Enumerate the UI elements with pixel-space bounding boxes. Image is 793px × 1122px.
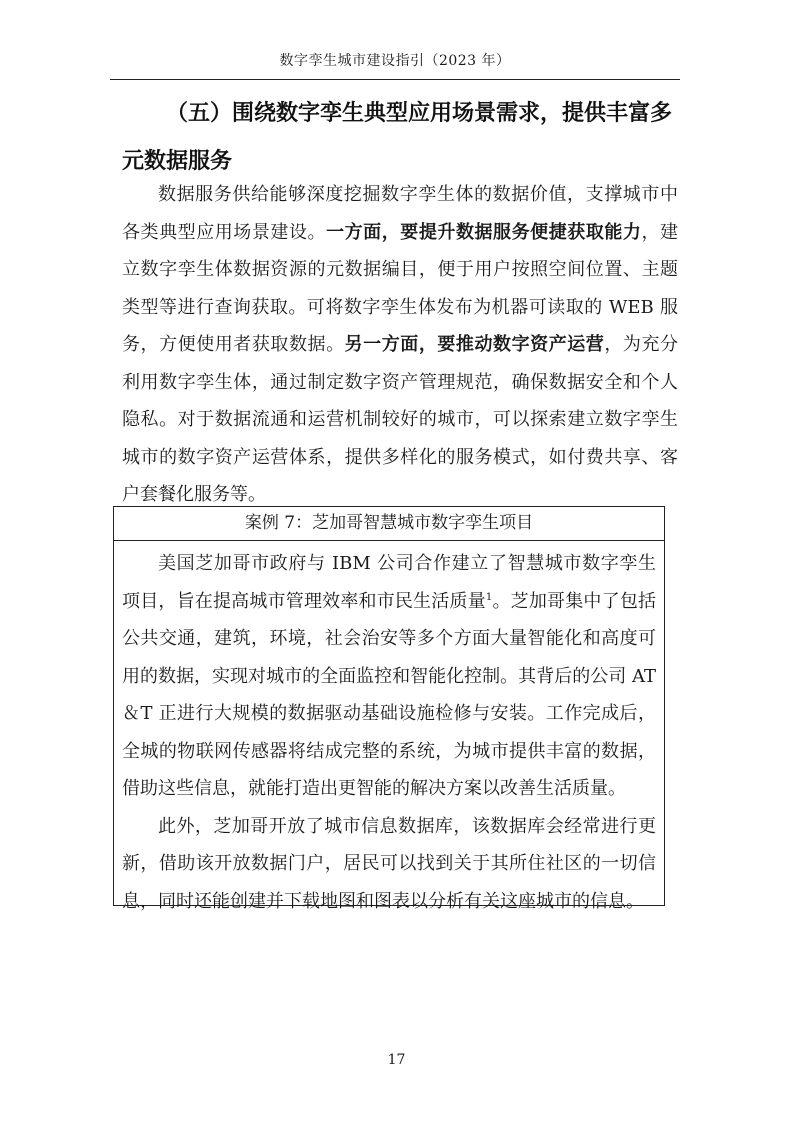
case-text: 美国芝加哥市政府与 IBM 公司合作建立了智慧城市数字孪生项目，旨在提高城市管理效率和市民生活质量 <box>122 553 656 612</box>
body-paragraph <box>122 176 678 514</box>
header-title: 数字孪生城市建设指引（2023 年） <box>279 53 511 69</box>
emphasis-text: 另一方面，要推动数字资产运营 <box>344 334 605 355</box>
case-paragraph <box>122 545 656 808</box>
emphasis-text: 一方面，要提升数据服务便捷获取能力 <box>326 221 642 243</box>
case-study-box <box>113 506 665 912</box>
case-study-title: 案例 7：芝加哥智慧城市数字孪生项目 <box>114 507 664 541</box>
footnote-marker[interactable]: 1 <box>485 591 493 603</box>
page-header <box>110 50 680 80</box>
page-number: 17 <box>387 1052 406 1068</box>
case-paragraph: 此外，芝加哥开放了城市信息数据库，该数据库会经常进行更新，借助该开放数据门户，居民可以找到关于其所住社区的一切信息，同时还能创建并下载地图和图表以分析有关这座城市的信息。 <box>122 815 656 912</box>
paragraph-text: ，为充分利用数字孪生体，通过制定数字资产管理规范，确保数据安全和个人隐私。对于数据流通和运营机制较好的城市，可以探索建立数字孪生城市的数字资产运营体系，提供多样化的服务模式，如付费共享、客户套餐化服务等。 <box>122 334 679 505</box>
case-text: 。芝加哥集中了包括公共交通，建筑，环境，社会治安等多个方面大量智能化和高度可用的数据，实现对城市的全面监控和智能化控制。其背后的公司 AT＆T 正进行大规模的数据驱动基础设施检修与安装。工作完成后，全城的物联网传感器将结成完整的系统，为城市提供丰富的数据，借助这些信息，就能打造出更智能的解决方案以改善生活质量。 <box>122 590 657 799</box>
paragraph-text: 数据服务供给能够深度挖掘数字孪生体的数据价值，支撑城市中各类典型应用场景建设。 <box>122 184 678 243</box>
section-heading: （五）围绕数字孪生典型应用场景需求，提供丰富多元数据服务 <box>122 101 673 174</box>
paragraph-text: ，建立数字孪生体数据资源的元数据编目，便于用户按照空间位置、主题类型等进行查询获取。可将数字孪生体发布为机器可读取的 WEB 服务，方便使用者获取数据。 <box>122 221 679 355</box>
case-study-body <box>114 541 664 920</box>
